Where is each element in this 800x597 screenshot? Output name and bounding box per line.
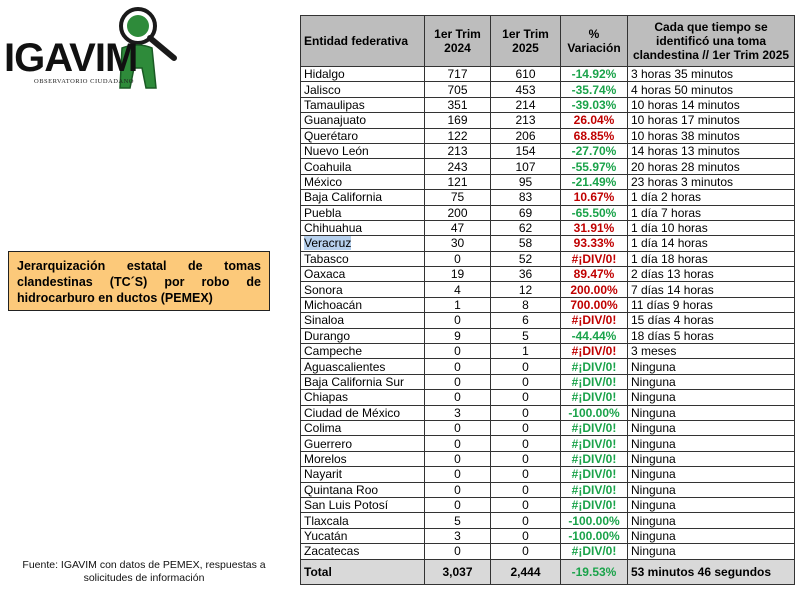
- cell-trim-2024: 5: [425, 513, 491, 528]
- cell-trim-2025: 0: [491, 451, 561, 466]
- logo-name: IGAVIM: [4, 36, 138, 80]
- cell-trim-2025: 214: [491, 97, 561, 112]
- table-row: [301, 297, 795, 312]
- cell-variation: #¡DIV/0!: [561, 313, 628, 328]
- table-row: [301, 174, 795, 189]
- cell-trim-2025: 0: [491, 420, 561, 435]
- table-row: [301, 528, 795, 543]
- table-row: [301, 344, 795, 359]
- cell-frequency: Ninguna: [628, 405, 795, 420]
- cell-state: Tlaxcala: [301, 513, 425, 528]
- cell-trim-2024: 0: [425, 436, 491, 451]
- table-row: [301, 190, 795, 205]
- cell-frequency: 1 día 10 horas: [628, 220, 795, 235]
- cell-frequency: 20 horas 28 minutos: [628, 159, 795, 174]
- cell-frequency: 1 día 2 horas: [628, 190, 795, 205]
- cell-state: Nayarit: [301, 467, 425, 482]
- cell-frequency: 15 días 4 horas: [628, 313, 795, 328]
- table-row: [301, 374, 795, 389]
- header-variation: % Variación: [561, 16, 628, 67]
- cell-trim-2024: 122: [425, 128, 491, 143]
- cell-frequency: 10 horas 17 minutos: [628, 113, 795, 128]
- cell-frequency: Ninguna: [628, 374, 795, 389]
- table-row: [301, 497, 795, 512]
- cell-frequency: 3 meses: [628, 344, 795, 359]
- cell-trim-2024: 213: [425, 143, 491, 158]
- cell-trim-2024: 705: [425, 82, 491, 97]
- cell-frequency: Ninguna: [628, 359, 795, 374]
- header-trim-2024: 1er Trim 2024: [425, 16, 491, 67]
- cell-variation: 700.00%: [561, 297, 628, 312]
- table-row: [301, 97, 795, 112]
- cell-variation: -14.92%: [561, 67, 628, 82]
- cell-trim-2024: 200: [425, 205, 491, 220]
- table-row: [301, 267, 795, 282]
- cell-variation: #¡DIV/0!: [561, 390, 628, 405]
- cell-frequency: Ninguna: [628, 513, 795, 528]
- cell-state: Baja California Sur: [301, 374, 425, 389]
- header-trim-2025: 1er Trim 2025: [491, 16, 561, 67]
- cell-state: Yucatán: [301, 528, 425, 543]
- cell-trim-2025: 154: [491, 143, 561, 158]
- cell-frequency: 1 día 7 horas: [628, 205, 795, 220]
- table-row: [301, 482, 795, 497]
- cell-trim-2024: 0: [425, 497, 491, 512]
- cell-state: Coahuila: [301, 159, 425, 174]
- cell-state: Zacatecas: [301, 544, 425, 559]
- cell-state: México: [301, 174, 425, 189]
- cell-state: [301, 236, 425, 251]
- cell-trim-2024: 717: [425, 67, 491, 82]
- cell-variation: #¡DIV/0!: [561, 451, 628, 466]
- cell-state: Tabasco: [301, 251, 425, 266]
- cell-trim-2025: 8: [491, 297, 561, 312]
- table-row: [301, 420, 795, 435]
- cell-trim-2025: 95: [491, 174, 561, 189]
- cell-state: Sonora: [301, 282, 425, 297]
- cell-state: Nuevo León: [301, 143, 425, 158]
- cell-variation: -44.44%: [561, 328, 628, 343]
- cell-variation: -21.49%: [561, 174, 628, 189]
- cell-trim-2025: 36: [491, 267, 561, 282]
- cell-trim-2024: 0: [425, 467, 491, 482]
- table-row: [301, 451, 795, 466]
- cell-trim-2024: 351: [425, 97, 491, 112]
- cell-trim-2024: 4: [425, 282, 491, 297]
- cell-frequency: 10 horas 38 minutos: [628, 128, 795, 143]
- cell-frequency: 14 horas 13 minutos: [628, 143, 795, 158]
- cell-trim-2025: 107: [491, 159, 561, 174]
- cell-trim-2024: 0: [425, 359, 491, 374]
- cell-trim-2024: 75: [425, 190, 491, 205]
- total-variation: -19.53%: [561, 559, 628, 584]
- table-row: [301, 220, 795, 235]
- cell-trim-2024: 3: [425, 528, 491, 543]
- cell-state: Guerrero: [301, 436, 425, 451]
- cell-frequency: 1 día 14 horas: [628, 236, 795, 251]
- table-row: [301, 82, 795, 97]
- cell-variation: 31.91%: [561, 220, 628, 235]
- table-row: [301, 544, 795, 559]
- cell-state: Jalisco: [301, 82, 425, 97]
- cell-frequency: 11 días 9 horas: [628, 297, 795, 312]
- cell-variation: 68.85%: [561, 128, 628, 143]
- cell-trim-2025: 62: [491, 220, 561, 235]
- cell-state: Baja California: [301, 190, 425, 205]
- logo-subtitle: OBSERVATORIO CIUDADANO: [34, 78, 134, 85]
- cell-frequency: Ninguna: [628, 451, 795, 466]
- table-row: [301, 513, 795, 528]
- cell-frequency: Ninguna: [628, 420, 795, 435]
- cell-state: Michoacán: [301, 297, 425, 312]
- cell-variation: #¡DIV/0!: [561, 374, 628, 389]
- cell-trim-2025: 0: [491, 374, 561, 389]
- cell-trim-2024: 243: [425, 159, 491, 174]
- cell-trim-2025: 5: [491, 328, 561, 343]
- cell-trim-2025: 0: [491, 436, 561, 451]
- cell-variation: #¡DIV/0!: [561, 420, 628, 435]
- cell-state: Morelos: [301, 451, 425, 466]
- cell-variation: 26.04%: [561, 113, 628, 128]
- cell-frequency: 18 días 5 horas: [628, 328, 795, 343]
- cell-trim-2025: 0: [491, 482, 561, 497]
- cell-state: San Luis Potosí: [301, 497, 425, 512]
- cell-variation: -27.70%: [561, 143, 628, 158]
- cell-trim-2024: 169: [425, 113, 491, 128]
- cell-variation: #¡DIV/0!: [561, 467, 628, 482]
- cell-frequency: 23 horas 3 minutos: [628, 174, 795, 189]
- cell-trim-2025: 0: [491, 528, 561, 543]
- cell-variation: 10.67%: [561, 190, 628, 205]
- cell-variation: #¡DIV/0!: [561, 544, 628, 559]
- cell-state: Quintana Roo: [301, 482, 425, 497]
- cell-state: Chihuahua: [301, 220, 425, 235]
- cell-frequency: 4 horas 50 minutos: [628, 82, 795, 97]
- cell-frequency: 7 días 14 horas: [628, 282, 795, 297]
- cell-trim-2024: 9: [425, 328, 491, 343]
- table-row: [301, 313, 795, 328]
- cell-trim-2025: 0: [491, 497, 561, 512]
- cell-frequency: 10 horas 14 minutos: [628, 97, 795, 112]
- cell-state: Colima: [301, 420, 425, 435]
- cell-frequency: 3 horas 35 minutos: [628, 67, 795, 82]
- cell-frequency: Ninguna: [628, 482, 795, 497]
- cell-state: Hidalgo: [301, 67, 425, 82]
- cell-frequency: Ninguna: [628, 467, 795, 482]
- cell-state: Durango: [301, 328, 425, 343]
- cell-trim-2024: 19: [425, 267, 491, 282]
- table-row: [301, 251, 795, 266]
- table-row: [301, 405, 795, 420]
- cell-trim-2025: 1: [491, 344, 561, 359]
- table-row: [301, 67, 795, 82]
- cell-trim-2024: 47: [425, 220, 491, 235]
- total-2024: 3,037: [425, 559, 491, 584]
- table-row: [301, 282, 795, 297]
- cell-trim-2024: 121: [425, 174, 491, 189]
- total-label: Total: [301, 559, 425, 584]
- cell-variation: #¡DIV/0!: [561, 359, 628, 374]
- table-row: [301, 467, 795, 482]
- cell-state: Sinaloa: [301, 313, 425, 328]
- cell-trim-2025: 0: [491, 467, 561, 482]
- cell-frequency: Ninguna: [628, 436, 795, 451]
- cell-trim-2025: 0: [491, 513, 561, 528]
- cell-variation: #¡DIV/0!: [561, 497, 628, 512]
- cell-variation: 200.00%: [561, 282, 628, 297]
- cell-frequency: Ninguna: [628, 544, 795, 559]
- states-table: [300, 15, 795, 585]
- cell-trim-2024: 0: [425, 390, 491, 405]
- cell-variation: -39.03%: [561, 97, 628, 112]
- cell-trim-2024: 0: [425, 482, 491, 497]
- cell-state: Puebla: [301, 205, 425, 220]
- cell-trim-2025: 0: [491, 390, 561, 405]
- cell-state: Tamaulipas: [301, 97, 425, 112]
- cell-state: Campeche: [301, 344, 425, 359]
- cell-trim-2024: 3: [425, 405, 491, 420]
- cell-trim-2025: 453: [491, 82, 561, 97]
- cell-trim-2024: 0: [425, 544, 491, 559]
- cell-variation: #¡DIV/0!: [561, 436, 628, 451]
- cell-trim-2025: 6: [491, 313, 561, 328]
- table-row: [301, 159, 795, 174]
- cell-variation: -65.50%: [561, 205, 628, 220]
- igavim-logo: [0, 0, 210, 100]
- cell-variation: -35.74%: [561, 82, 628, 97]
- cell-variation: 93.33%: [561, 236, 628, 251]
- cell-trim-2025: 0: [491, 405, 561, 420]
- total-2025: 2,444: [491, 559, 561, 584]
- table-row: [301, 128, 795, 143]
- table-total-row: [301, 559, 795, 584]
- table-row: [301, 205, 795, 220]
- cell-trim-2025: 69: [491, 205, 561, 220]
- cell-trim-2025: 52: [491, 251, 561, 266]
- cell-trim-2025: 0: [491, 359, 561, 374]
- table-header-row: [301, 16, 795, 67]
- cell-state: Querétaro: [301, 128, 425, 143]
- cell-trim-2024: 0: [425, 374, 491, 389]
- cell-trim-2025: 12: [491, 282, 561, 297]
- cell-trim-2025: 58: [491, 236, 561, 251]
- header-state: Entidad federativa: [301, 16, 425, 67]
- highlighted-state-text: Veracruz: [304, 236, 352, 251]
- total-frequency: 53 minutos 46 segundos: [628, 559, 795, 584]
- cell-state: Chiapas: [301, 390, 425, 405]
- cell-trim-2024: 0: [425, 344, 491, 359]
- cell-trim-2024: 1: [425, 297, 491, 312]
- source-note: Fuente: IGAVIM con datos de PEMEX, respuestas a solicitudes de información: [22, 559, 266, 584]
- cell-trim-2025: 83: [491, 190, 561, 205]
- table-row: [301, 113, 795, 128]
- cell-trim-2024: 0: [425, 313, 491, 328]
- cell-trim-2025: 610: [491, 67, 561, 82]
- cell-trim-2024: 0: [425, 451, 491, 466]
- cell-state: Guanajuato: [301, 113, 425, 128]
- cell-variation: -100.00%: [561, 528, 628, 543]
- table-row: [301, 236, 795, 251]
- cell-variation: 89.47%: [561, 267, 628, 282]
- cell-frequency: 2 días 13 horas: [628, 267, 795, 282]
- table-row: [301, 143, 795, 158]
- cell-state: Oaxaca: [301, 267, 425, 282]
- cell-trim-2024: 30: [425, 236, 491, 251]
- cell-frequency: Ninguna: [628, 528, 795, 543]
- cell-trim-2024: 0: [425, 251, 491, 266]
- cell-frequency: Ninguna: [628, 497, 795, 512]
- cell-state: Aguascalientes: [301, 359, 425, 374]
- cell-variation: -55.97%: [561, 159, 628, 174]
- cell-variation: -100.00%: [561, 405, 628, 420]
- header-frequency: Cada que tiempo se identificó una toma clandestina // 1er Trim 2025: [628, 16, 795, 67]
- report-title-box: Jerarquización estatal de tomas clandestinas (TC´S) por robo de hidrocarburo en ductos (PEMEX): [8, 251, 270, 311]
- table-row: [301, 436, 795, 451]
- cell-trim-2025: 0: [491, 544, 561, 559]
- table-row: [301, 359, 795, 374]
- cell-variation: #¡DIV/0!: [561, 344, 628, 359]
- cell-trim-2024: 0: [425, 420, 491, 435]
- table-row: [301, 328, 795, 343]
- cell-variation: -100.00%: [561, 513, 628, 528]
- cell-frequency: 1 día 18 horas: [628, 251, 795, 266]
- cell-variation: #¡DIV/0!: [561, 251, 628, 266]
- cell-variation: #¡DIV/0!: [561, 482, 628, 497]
- cell-state: Ciudad de México: [301, 405, 425, 420]
- cell-trim-2025: 213: [491, 113, 561, 128]
- cell-frequency: Ninguna: [628, 390, 795, 405]
- table-row: [301, 390, 795, 405]
- cell-trim-2025: 206: [491, 128, 561, 143]
